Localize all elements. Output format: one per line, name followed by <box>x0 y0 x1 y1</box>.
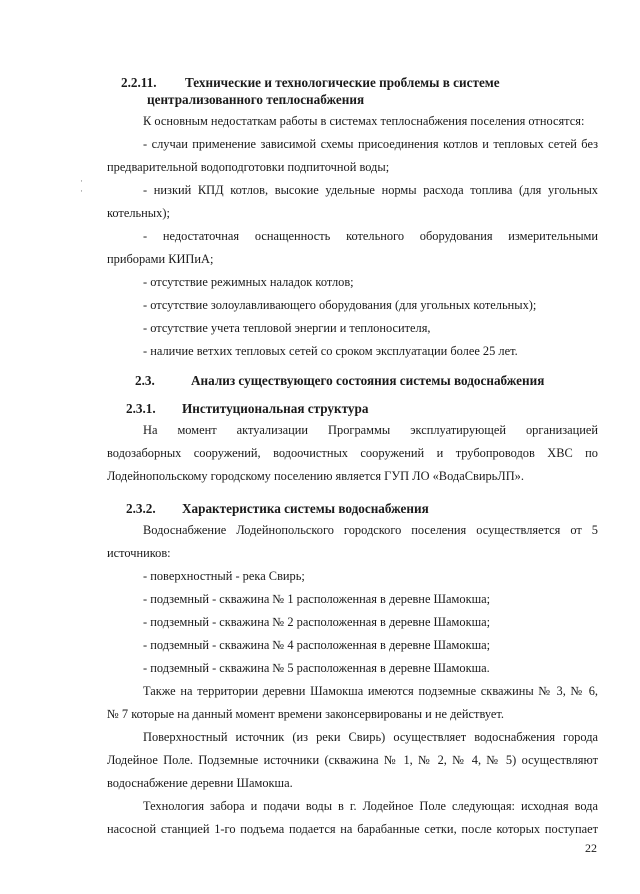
list-item: - недостаточная оснащенность котельного оборудования измерительными <box>143 229 598 243</box>
list-item: - отсутствие учета тепловой энергии и теплоносителя, <box>143 321 431 335</box>
paragraph-line: источников: <box>107 546 171 560</box>
section-number: 2.2.11. <box>121 75 157 90</box>
list-item: - подземный - скважина № 1 расположенная в деревне Шамокша; <box>143 592 491 606</box>
paragraph-line: На момент актуализации Программы эксплуатирующей организацией <box>143 423 598 437</box>
section-title-line-1: Технические и технологические проблемы в системе <box>185 75 500 90</box>
section-number: 2.3.1. <box>126 401 156 416</box>
list-item: - поверхностный - река Свирь; <box>143 569 305 583</box>
paragraph-line: водозаборных сооружений, водоочистных сооружений и трубопроводов ХВС по <box>107 446 598 460</box>
list-item: - отсутствие золоулавливающего оборудования (для угольных котельных); <box>143 298 537 312</box>
section-2-2-11-heading <box>121 75 601 109</box>
paragraph-line: № 7 которые на данный момент времени законсервированы и не действует. <box>107 707 504 721</box>
section-title: Характеристика системы водоснабжения <box>182 501 429 516</box>
section-2-3-1-heading <box>126 401 526 419</box>
list-item: - подземный - скважина № 2 расположенная в деревне Шамокша; <box>143 615 491 629</box>
paragraph-line: Водоснабжение Лодейнопольского городского поселения осуществляется от 5 <box>143 523 598 537</box>
paragraph-line: Технология забора и подачи воды в г. Лодейное Поле следующая: исходная вода <box>143 799 598 813</box>
section-title-line-2: централизованного теплоснабжения <box>147 92 365 107</box>
page-number: 22 <box>585 841 597 855</box>
list-item: - низкий КПД котлов, высокие удельные нормы расхода топлива (для угольных <box>143 183 598 197</box>
paragraph-line: К основным недостаткам работы в системах теплоснабжения поселения относятся: <box>143 114 585 128</box>
paragraph-line: предварительной водоподготовки подпиточной воды; <box>107 160 390 174</box>
paragraph-line: водоснабжение деревни Шамокша. <box>107 776 293 790</box>
section-number: 2.3. <box>135 373 155 388</box>
paragraph-line: Поверхностный источник (из реки Свирь) осуществляет водоснабжения города <box>143 730 598 744</box>
paragraph-line: Также на территории деревни Шамокша имеются подземные скважины № 3, № 6, <box>143 684 598 698</box>
paragraph-line: насосной станцией 1-го подъема подается на барабанные сетки, после которых поступает <box>107 822 598 836</box>
paragraph-line: котельных); <box>107 206 170 220</box>
scan-speck: · <box>80 186 83 196</box>
section-title: Институциональная структура <box>182 401 369 416</box>
paragraph-line: Лодейное Поле. Подземные источники (скважина № 1, № 2, № 4, № 5) осуществляют <box>107 753 598 767</box>
list-item: - наличие ветхих тепловых сетей со сроком эксплуатации более 25 лет. <box>143 344 518 358</box>
list-item: - отсутствие режимных наладок котлов; <box>143 275 354 289</box>
paragraph-line: Лодейнопольскому городскому поселению является ГУП ЛО «ВодаСвирьЛП». <box>107 469 524 483</box>
paragraph-line: приборами КИПиА; <box>107 252 214 266</box>
scan-speck: · <box>80 176 83 186</box>
section-number: 2.3.2. <box>126 501 156 516</box>
list-item: - подземный - скважина № 5 расположенная в деревне Шамокша. <box>143 661 490 675</box>
list-item: - случаи применение зависимой схемы присоединения котлов и тепловых сетей без <box>143 137 598 151</box>
section-2-3-2-heading <box>126 501 526 519</box>
section-title: Анализ существующего состояния системы водоснабжения <box>191 373 545 388</box>
list-item: - подземный - скважина № 4 расположенная в деревне Шамокша; <box>143 638 491 652</box>
section-2-3-heading <box>135 373 605 391</box>
